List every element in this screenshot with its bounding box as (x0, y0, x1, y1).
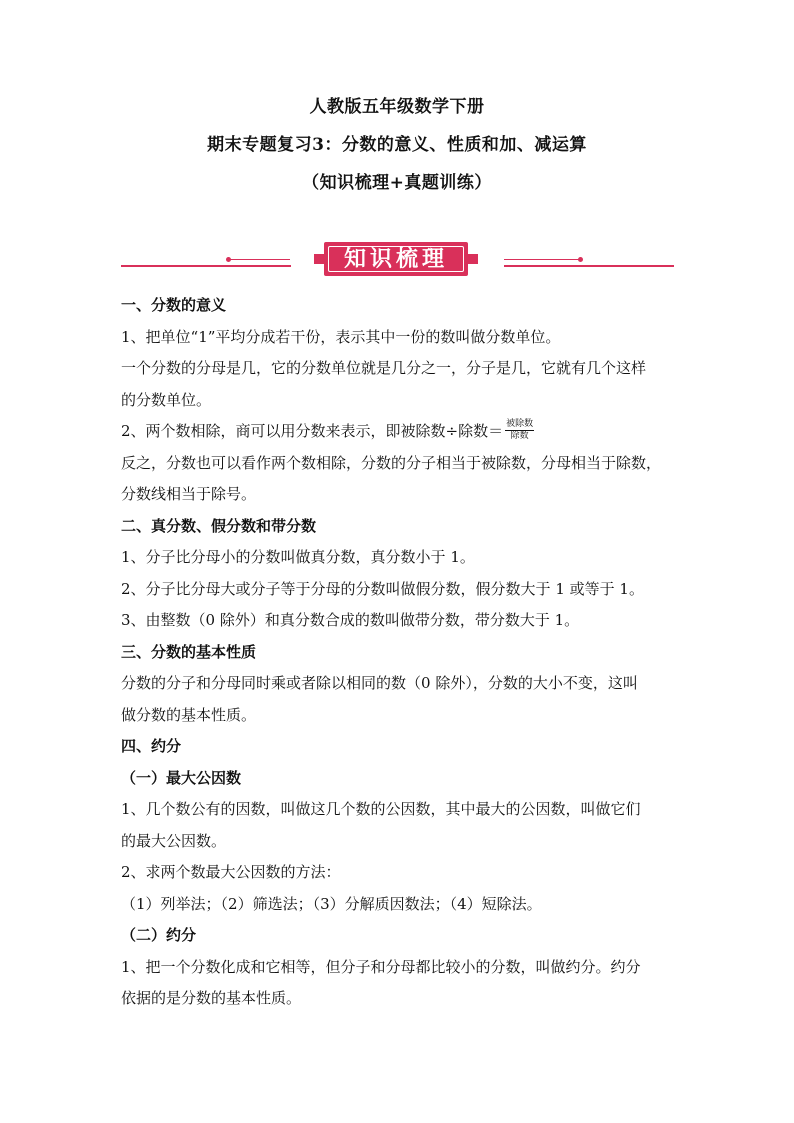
paragraph: 1、几个数公有的因数，叫做这几个数的公因数，其中最大的公因数，叫做它们 (121, 800, 641, 818)
paragraph: 一个分数的分母是几，它的分数单位就是几分之一，分子是几，它就有几个这样 (121, 359, 647, 377)
document-subtitle: 期末专题复习3：分数的意义、性质和加、减运算 (207, 135, 587, 155)
section-heading-3: 三、分数的基本性质 (121, 642, 257, 661)
subsection-heading-1: （一）最大公因数 (121, 768, 242, 787)
banner-dot-left (226, 257, 231, 262)
banner-dot-right (578, 257, 583, 262)
paragraph-text: 2、两个数相除，商可以用分数来表示，即被除数÷除数＝ (121, 422, 504, 440)
fraction (505, 419, 534, 442)
paragraph-with-fraction (121, 416, 677, 448)
paragraph: 1、把一个分数化成和它相等，但分子和分母都比较小的分数，叫做约分。约分 (121, 957, 641, 976)
banner-label-box (324, 242, 468, 276)
banner-label: 知识梳理 (343, 246, 448, 272)
document-subtitle-note: （知识梳理+真题训练） (302, 173, 492, 193)
document-body (121, 290, 677, 1015)
subsection-heading-2: （二）约分 (121, 926, 197, 944)
paragraph: 分数的分子和分母同时乘或者除以相同的数（0 除外），分数的大小不变，这叫 (121, 674, 638, 692)
section-banner (0, 242, 794, 276)
paragraph: 1、分子比分母小的分数叫做真分数，真分数小于 1。 (121, 548, 475, 566)
banner-divider-right-thin (504, 259, 582, 260)
fraction-denominator: 除数 (510, 430, 529, 441)
paragraph: 2、求两个数最大公因数的方法： (121, 863, 341, 881)
paragraph: （1）列举法；（2）筛选法；（3）分解质因数法；（4）短除法。 (121, 894, 542, 913)
banner-divider-left (121, 265, 291, 267)
paragraph: 分数线相当于除号。 (121, 485, 257, 503)
paragraph: 做分数的基本性质。 (121, 705, 257, 724)
paragraph: 1、把单位“1”平均分成若干份，表示其中一份的数叫做分数单位。 (121, 327, 561, 346)
banner-divider-right (504, 265, 674, 267)
fraction-numerator: 被除数 (506, 418, 534, 429)
banner-divider-left-thin (228, 259, 290, 260)
section-heading-2: 二、真分数、假分数和带分数 (121, 516, 317, 535)
paragraph: 依据的是分数的基本性质。 (121, 989, 302, 1007)
section-heading-1: 一、分数的意义 (121, 296, 227, 314)
paragraph: 2、分子比分母大或分子等于分母的分数叫做假分数，假分数大于 1 或等于 1。 (121, 579, 644, 598)
paragraph: 的最大公因数。 (121, 831, 227, 850)
document-title: 人教版五年级数学下册 (309, 97, 485, 117)
paragraph: 的分数单位。 (121, 390, 212, 409)
paragraph: 反之，分数也可以看作两个数相除，分数的分子相当于被除数，分母相当于除数， (121, 453, 662, 472)
section-heading-4: 四、约分 (121, 737, 182, 755)
paragraph: 3、由整数（0 除外）和真分数合成的数叫做带分数，带分数大于 1。 (121, 611, 580, 629)
